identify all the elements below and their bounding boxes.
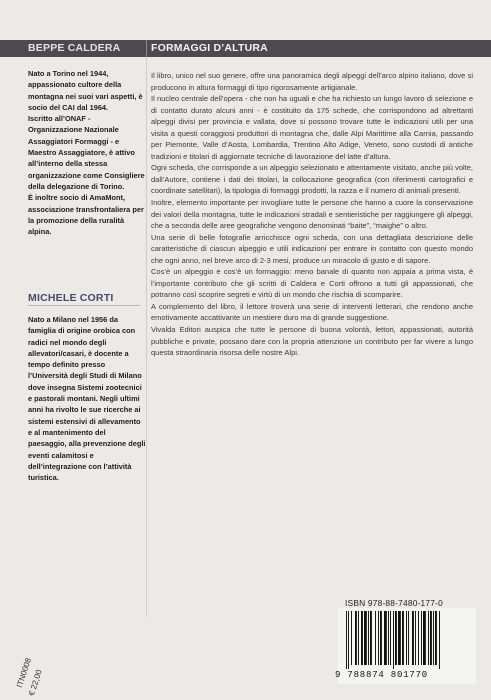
description-text [151,70,473,359]
author-name-corti: MICHELE CORTI [28,292,114,304]
barcode-bar [423,611,426,665]
barcode-bar [348,611,349,669]
body-paragraph: A complemento del libro, il lettore troverà una serie di interventi letterari, che rendono anche emotivamente accattivante un mestiere duro ma di grande suggestione. [151,301,473,323]
body-paragraph: Ogni scheda, che corrisponde a un alpeggio selezionato e attentamente visitato, anche più volte, dall’Autore, contiene i dati dei titolari, la collocazione geografica (con riferimenti cartografici e coordinate satellitari), la tipologia di formaggi prodotti, la razza e il numero di animali presenti. [151,163,473,196]
header-bar [0,40,491,57]
price-label: € 22,00 [27,668,44,697]
body-paragraph: Il libro, unico nel suo genere, offre una panoramica degli alpeggi dell’arco alpino italiano, dove si producono in altura formaggi di tipo rigorosamente artigianale. [151,71,473,92]
bio-caldera-paragraph: Nato a Torino nel 1944, appassionato cultore della montagna nei suoi vari aspetti, è socio del CAI dal 1964. [28,69,143,112]
isbn-label: ISBN 978-88-7480-177-0 [345,598,443,608]
barcode-bar [393,611,394,669]
body-paragraph: Il nucleo centrale dell’opera - che non ha uguali e che ha richiesto un lungo lavoro di selezione e di contatto durato alcuni anni - è costituito da 175 schede, che corrispondono ad altrettanti alpeggi divisi per provincia e vallata, dove si possono trovare tutte le indicazioni utili per una visita a questi coraggiosi produttori di montagna che, dalle Alpi Marittime alla Carnia, passando per Piemonte, Valle d’Aosta, Lombardia, Trentino Alto Adige, Veneto, sono custodi di antiche tradizioni e titolari di aggiornate tecniche di lavorazione del latte d’altura. [151,94,473,161]
price-block [3,638,63,698]
barcode-bar [355,611,357,665]
barcode-bar [378,611,379,665]
catalog-code: ITN0008 [15,656,34,689]
barcode-bar [346,611,347,669]
book-title: FORMAGGI D’ALTURA [151,42,268,54]
barcode-bar [390,611,391,665]
barcode-bar [435,611,437,665]
barcode-bar [361,611,363,665]
bio-caldera-paragraph: Iscritto all’ONAF - Organizzazione Nazionale Assaggiatori Formaggi - e Maestro Assaggiatore, è attivo all’interno della stessa organizzazione come Consigliere della delegazione di Torino. [28,114,145,191]
author-name-caldera: BEPPE CALDERA [28,42,121,54]
body-paragraph: Inoltre, elemento importante per invogliare tutte le persone che hanno a cuore la conservazione dei valori della montagna, tutte le indicazioni stradali e sentieristiche per raggiungere gli alpeggi, che a seconda delle aree geografiche vengono denominati “baite”, “maighe” o altro. [151,198,473,231]
barcode-bar [406,611,407,665]
barcode-bar [384,611,387,665]
body-paragraph: Vivalda Editori auspica che tutte le persone di buona volontà, lettori, appassionati, autorità pubbliche e private, possano dare con la propria attenzione un contributo per far vivere a lungo questa straordinaria risorsa delle nostre Alpi. [151,325,473,358]
barcode-bar [433,611,434,665]
barcode-bar [370,611,372,665]
barcode-bar [421,611,422,665]
header-divider [146,40,147,57]
barcode-digits: 9 788874 801770 [335,670,429,680]
barcode-bar [395,611,397,665]
bio-caldera-paragraph: È inoltre socio di AmaMont, associazione transfrontaliera per la promozione della ruralità alpina. [28,193,144,237]
barcode-bar [418,611,419,665]
barcode-bar [364,611,367,665]
barcode-bar [398,611,401,665]
column-divider [146,57,147,617]
barcode-bar [375,611,376,665]
barcode-bar [380,611,382,665]
barcode-bar [388,611,389,665]
barcode-bar [351,611,352,665]
bio-corti-paragraph: Nato a Milano nel 1956 da famiglia di origine orobica con radici nel mondo degli allevatori/casari, è docente a tempo definito presso l’Università degli Studi di Milano dove insegna Sistemi zootecnici e pastorali montani. Negli ultimi anni ha rivolto le sue ricerche ai sistemi estensivi di allevamento e al mantenimento del paesaggio, alla prevenzione degli eventi calamitosi e dell’integrazione con l’attività turistica. [28,315,146,483]
barcode-bar [430,611,432,665]
barcode-bar [412,611,414,665]
body-paragraph: Una serie di belle fotografie arricchisce ogni scheda, con una dettagliata descrizione delle caratteristiche di ciascun alpeggio e utili indicazioni per entrare in contatto con questo mondo che ogni anno, nel breve arco di 2-3 mesi, produce un miracolo di gusto e di sapore. [151,232,473,265]
barcode-bar [439,611,440,669]
body-paragraph: Cos’è un alpeggio e cos’è un formaggio: meno banale di quanto non appaia a prima vista, è l’importante contributo che gli scritti di Caldera e Corti offrono a tutti gli appassionati, che potranno così scoprire segreti e virtù di un mondo che rischia di scomparire. [151,267,473,300]
barcode-bar [428,611,429,665]
barcode-bar [358,611,359,665]
barcode-bar [408,611,409,665]
barcode-bar [368,611,369,665]
bio-caldera [28,68,146,237]
author-rule [28,305,140,306]
barcode-bar [402,611,404,665]
barcode-image [345,611,469,669]
barcode-bar [415,611,416,665]
bio-corti [28,314,146,483]
